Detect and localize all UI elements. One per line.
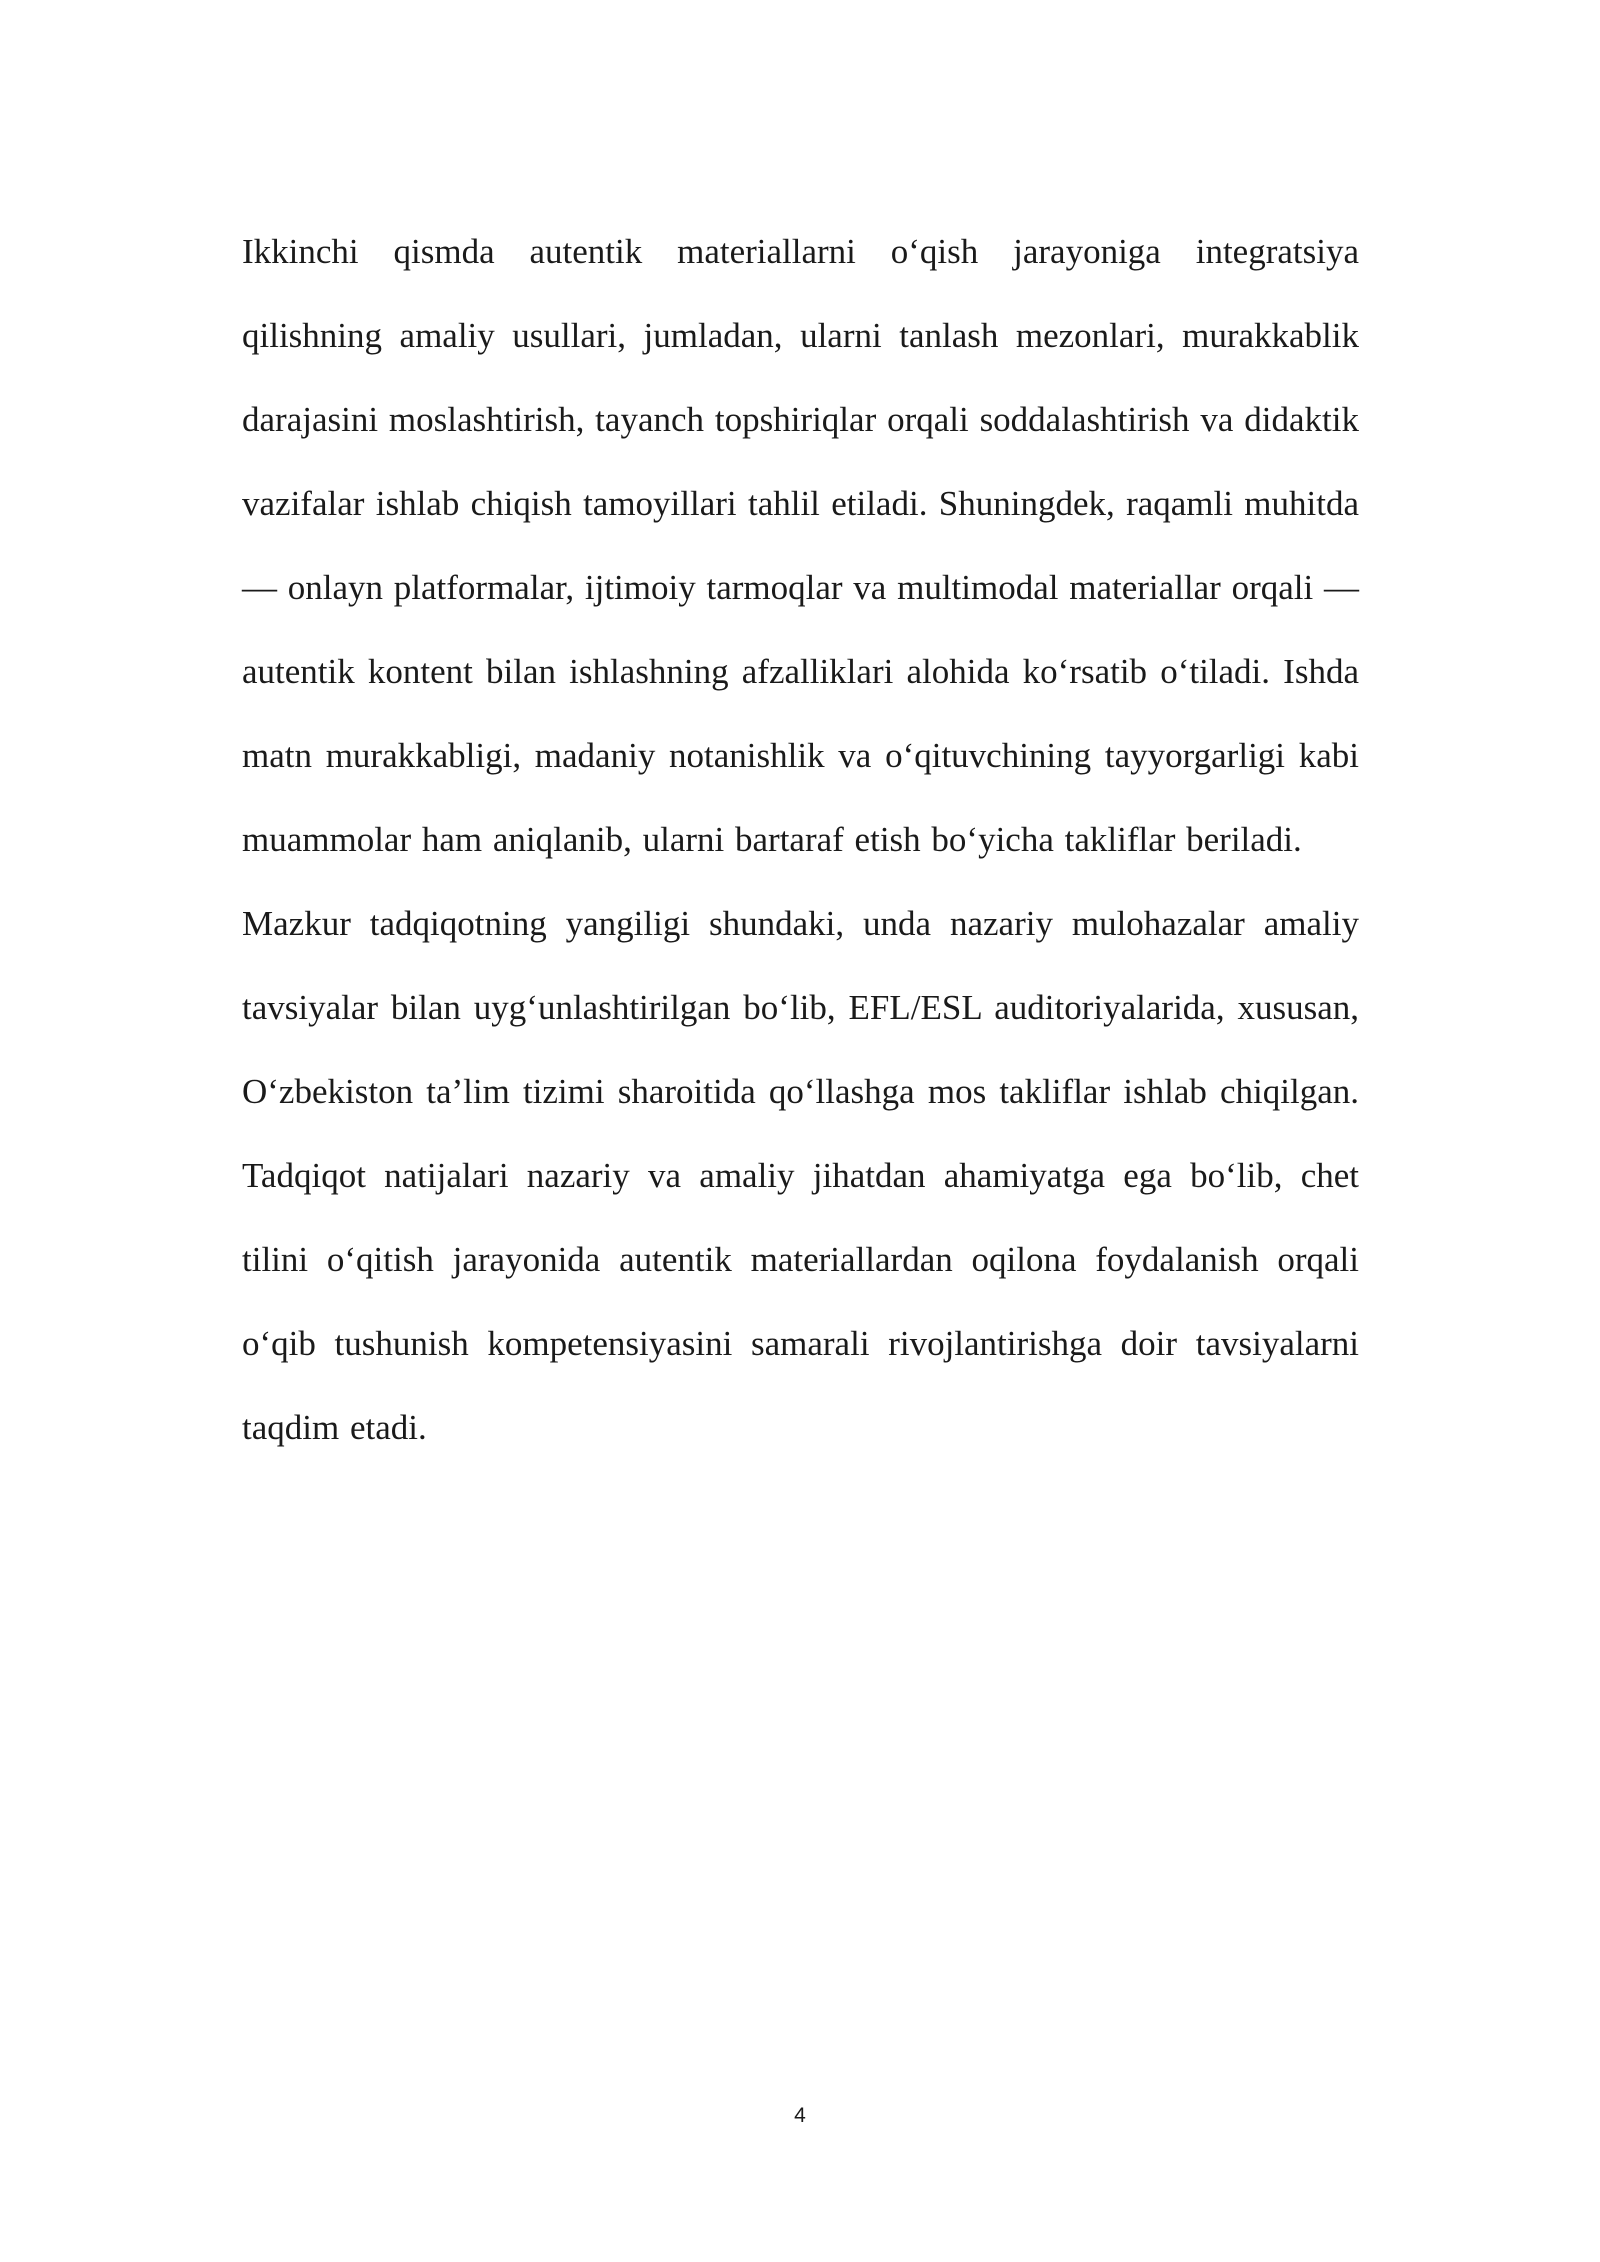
paragraph-2: Mazkur tadqiqotning yangiligi shundaki, unda nazariy mulohazalar amaliy tavsiyalar bilan uyg‘unlashtirilgan bo‘lib, EFL/ESL auditoriyalarida, xususan, O‘zbekiston ta’lim tizimi sharoitida qo‘llashga mos takliflar ishlab chiqilgan. Tadqiqot natijalari nazariy va amaliy jihatdan ahamiyatga ega bo‘lib, chet tilini o‘qitish jarayonida autentik materiallardan oqilona foydalanish orqali o‘qib tushunish kompetensiyasini samarali rivojlantirishga doir tavsiyalarni taqdim etadi.: [242, 904, 1359, 1447]
page-number: 4: [794, 2104, 806, 2127]
body-text: [242, 210, 1359, 1470]
paragraph-1: Ikkinchi qismda autentik materiallarni o‘qish jarayoniga integratsiya qilishning amaliy usullari, jumladan, ularni tanlash mezonlari, murakkablik darajasini moslashtirish, tayanch topshiriqlar orqali soddalashtirish va didaktik vazifalar ishlab chiqish tamoyillari tahlil etiladi. Shuningdek, raqamli muhitda — onlayn platformalar, ijtimoiy tarmoqlar va multimodal materiallar orqali — autentik kontent bilan ishlashning afzalliklari alohida ko‘rsatib o‘tiladi. Ishda matn murakkabligi, madaniy notanishlik va o‘qituvchining tayyorgarligi kabi muammolar ham aniqlanib, ularni bartaraf etish bo‘yicha takliflar beriladi.: [242, 232, 1359, 859]
